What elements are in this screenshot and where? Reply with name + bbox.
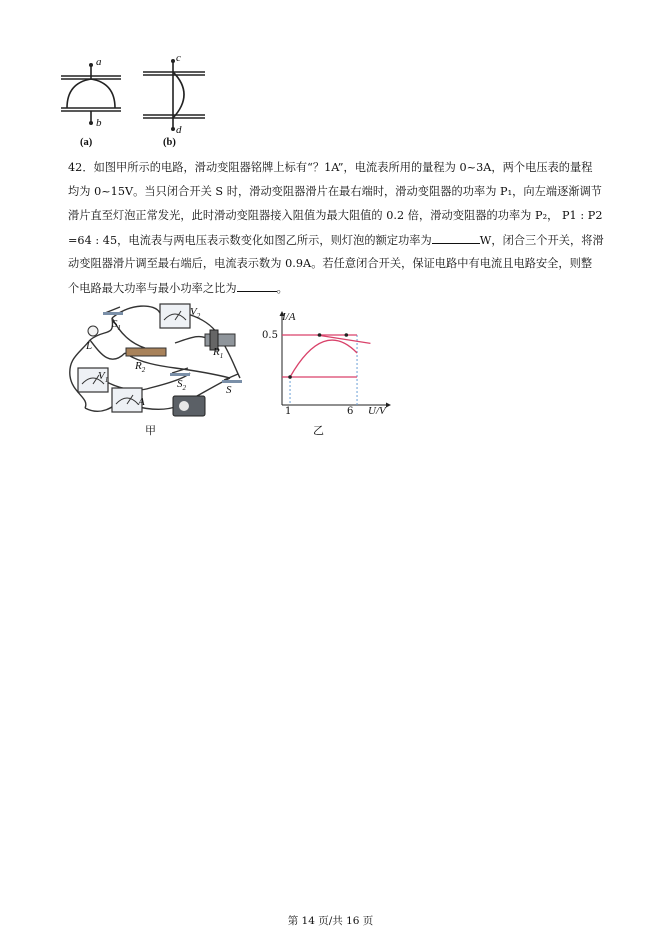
data-point xyxy=(345,333,349,337)
label-c: c xyxy=(176,52,181,64)
circuit-diagram xyxy=(60,298,250,428)
page-number: 第 14 页/共 16 页 xyxy=(287,915,374,927)
rheostat-r2 xyxy=(126,348,166,356)
chart-ylabel: I/A xyxy=(282,311,296,323)
label-s: S xyxy=(226,384,232,396)
question-line-with-blank xyxy=(68,230,604,251)
data-point xyxy=(318,333,322,337)
chart-caption: 乙 xyxy=(313,424,325,437)
question-line-with-blank xyxy=(68,278,288,299)
label-l: L xyxy=(86,340,93,352)
circuit-caption: 甲 xyxy=(145,424,157,437)
series-line xyxy=(290,340,357,377)
x-axis-arrow xyxy=(386,403,391,408)
label-s1: $S_1$ xyxy=(112,318,121,333)
label-v1: $V_1$ xyxy=(98,370,109,385)
voltmeter-v2 xyxy=(160,304,190,328)
question-line: 均为 0~15V。当只闭合开关 S 时，滑动变阻器滑片在最右端时，滑动变阻器的功率为 P₁，向左端逐渐调节 xyxy=(68,185,603,198)
chart-ytick-label: 0.5 xyxy=(262,330,279,341)
question-line: 滑片直至灯泡正常发光，此时滑动变阻器接入阻值为最大阻值的 0.2 倍，滑动变阻器的功率为 P₂， P1 : P2 xyxy=(68,209,603,222)
chart-xtick-label: 1 xyxy=(285,406,292,417)
question-line-part: 。 xyxy=(276,282,288,295)
chart-xlabel: U/V xyxy=(368,405,386,417)
label-v2: $V_2$ xyxy=(190,306,201,321)
figure-b xyxy=(143,62,205,128)
question-line-part: =64 : 45，电流表与两电压表示数变化如图乙所示，则灯泡的额定功率为 xyxy=(68,234,432,247)
question-line-part: 个电路最大功率与最小功率之比为 xyxy=(68,282,237,295)
figure-a xyxy=(61,66,121,122)
lamp-l xyxy=(88,326,98,336)
label-d: d xyxy=(176,124,182,136)
label-s2: $S_2$ xyxy=(177,378,186,393)
label-r1: $R_1$ xyxy=(213,346,224,361)
question-line: 42．如图甲所示的电路，滑动变阻器铭牌上标有“？1A”，电流表所用的量程为 0~3A，两个电压表的量程 xyxy=(68,161,593,174)
answer-blank-1[interactable] xyxy=(432,230,480,244)
label-a-meter: A xyxy=(138,396,145,408)
switch-s1 xyxy=(103,307,123,315)
data-point xyxy=(288,375,292,379)
power-supply xyxy=(173,396,205,416)
caption-a: (a) xyxy=(80,137,93,148)
question-line-part: W，闭合三个开关，将滑 xyxy=(479,234,604,247)
chart-xtick-label: 6 xyxy=(347,406,354,417)
answer-blank-2[interactable] xyxy=(237,278,277,292)
label-b: b xyxy=(96,117,102,129)
caption-b: (b) xyxy=(163,137,176,148)
label-a: a xyxy=(96,56,102,68)
question-line: 动变阻器滑片调至最右端后，电流表示数为 0.9A。若任意闭合开关，保证电路中有电流且电路安全，则整 xyxy=(68,257,593,270)
iu-chart xyxy=(262,310,402,420)
label-r2: $R_2$ xyxy=(135,360,146,375)
